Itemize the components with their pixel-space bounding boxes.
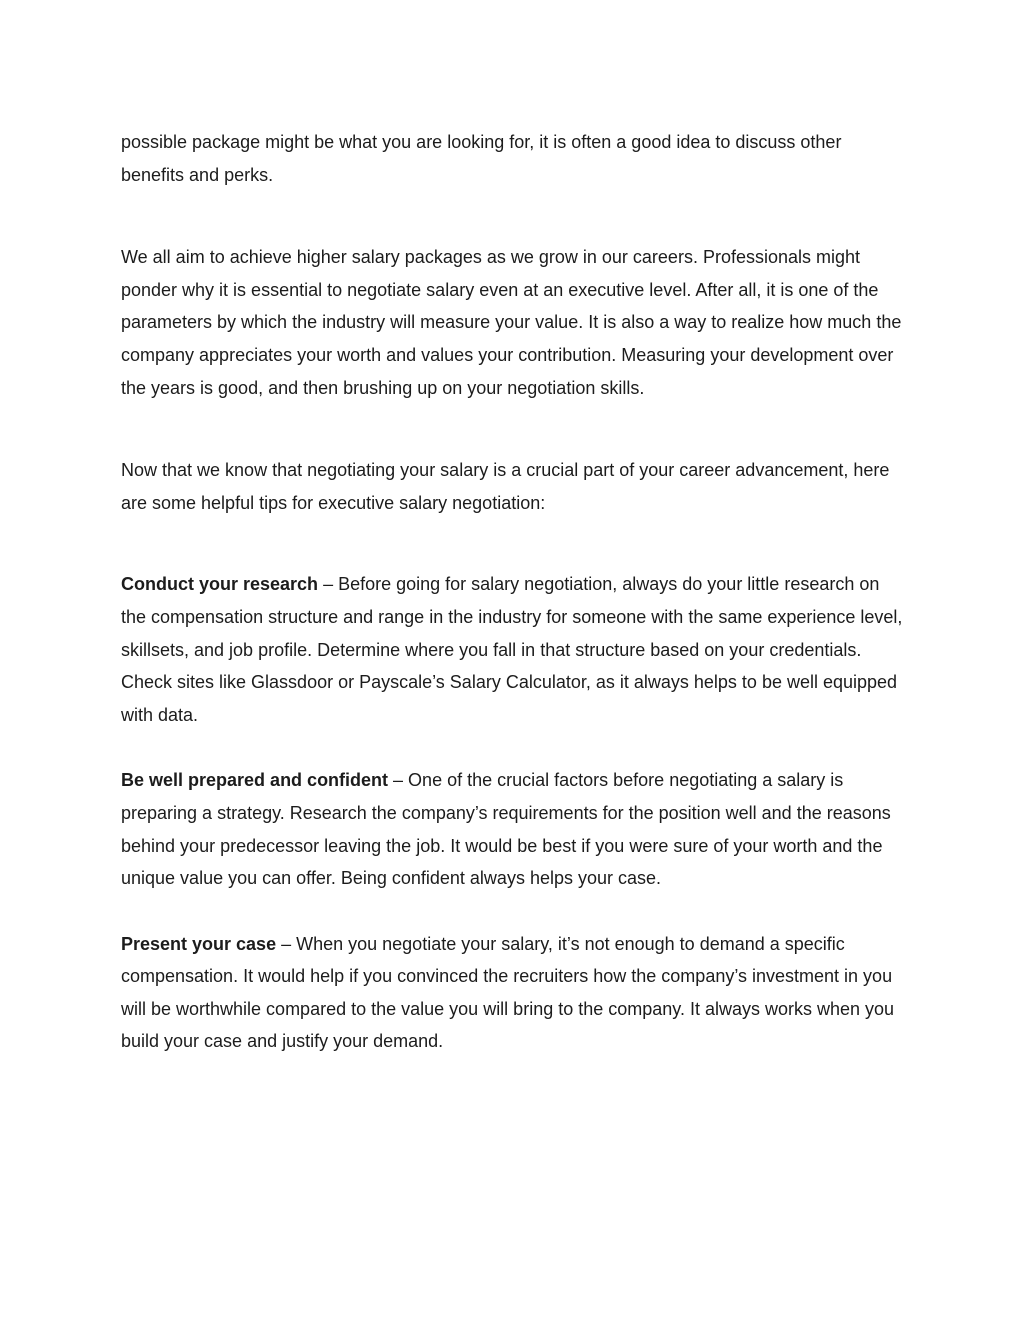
tip-paragraph-research (121, 568, 903, 731)
tip-heading: Present your case (121, 933, 277, 954)
tip-body: – Before going for salary negotiation, always do your little research on the compensation structure and range in the industry for someone with the same experience level, skillsets, and job profile. Determine where you fall in that structure based on your credentials. Check sites like Glassdoor or Payscale’s Salary Calculator, as it always helps to be well equipped with data. (121, 574, 903, 725)
tip-heading: Conduct your research (121, 574, 319, 595)
tip-body: – When you negotiate your salary, it’s not enough to demand a specific compensation. It would help if you convinced the recruiters how the company’s investment in you will be worthwhile compared to the value you will bring to the company. It always works when you build your case and justify your demand. (121, 933, 895, 1052)
tip-heading: Be well prepared and confident (121, 770, 389, 791)
salary-importance-paragraph: We all aim to achieve higher salary packages as we grow in our careers. Professionals might ponder why it is essential to negotiate salary even at an executive level. After all, it is one of the parameters by which the industry will measure your value. It is also a way to realize how much the company appreciates your worth and values your contribution. Measuring your development over the years is good, and then brushing up on your negotiation skills. (121, 247, 902, 398)
tip-paragraph-present-case (121, 928, 903, 1058)
tips-lead-paragraph: Now that we know that negotiating your salary is a crucial part of your career advancement, here are some helpful tips for executive salary negotiation: (121, 460, 890, 513)
intro-paragraph: possible package might be what you are looking for, it is often a good idea to discuss other benefits and perks. (121, 132, 842, 185)
document-body (121, 126, 903, 1058)
tip-body: – One of the crucial factors before negotiating a salary is preparing a strategy. Research the company’s requirements for the position well and the reasons behind your predecessor leaving the job. It would be best if you were sure of your worth and the unique value you can offer. Being confident always helps your case. (121, 770, 891, 889)
tip-paragraph-prepared (121, 764, 903, 894)
